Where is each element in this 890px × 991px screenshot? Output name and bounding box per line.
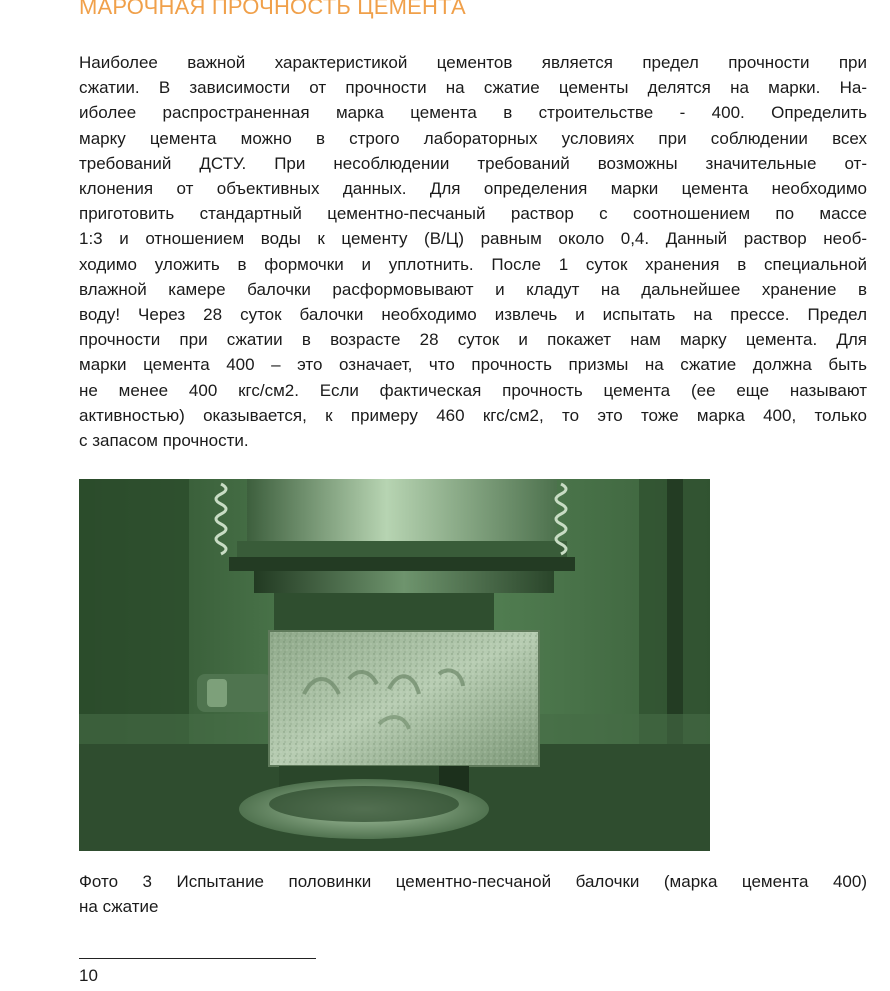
paragraph-line: марку цемента можно в строго лабораторных условиях при соблюдении всех — [79, 128, 867, 148]
caption-line: Фото 3 Испытание половинки цементно-песчаной балочки (марка цемента 400) — [79, 872, 867, 891]
paragraph-line: марки цемента 400 – это означает, что прочность призмы на сжатие должна быть — [79, 355, 867, 375]
paragraph-line: 1:3 и отношением воды к цементу (В/Ц) равным около 0,4. Данный раствор необ- — [79, 229, 867, 249]
photo-caption — [79, 869, 867, 919]
photo-press-test — [79, 479, 710, 851]
body-paragraph — [79, 50, 867, 453]
paragraph-line: клонения от объективных данных. Для определения марки цемента необходимо — [79, 179, 867, 199]
paragraph-line: с запасом прочности. — [79, 431, 249, 451]
paragraph-line: воду! Через 28 суток балочки необходимо извлечь и испытать на прессе. Предел — [79, 305, 867, 325]
paragraph-line: влажной камере балочки расформовывают и кладут на дальнейшее хранение в — [79, 279, 867, 299]
paragraph-line: Наиболее важной характеристикой цементов является предел прочности при — [79, 53, 867, 72]
paragraph-line: приготовить стандартный цементно-песчаный раствор с соотношением по массе — [79, 204, 867, 224]
paragraph-line: ходимо уложить в формочки и уплотнить. После 1 суток хранения в специальной — [79, 254, 867, 274]
section-heading: МАРОЧНАЯ ПРОЧНОСТЬ ЦЕМЕНТА — [79, 0, 466, 19]
paragraph-line: прочности при сжатии в возрасте 28 суток и покажет нам марку цемента. Для — [79, 330, 867, 350]
press-photo-illustration — [79, 479, 710, 851]
paragraph-line: не менее 400 кгс/см2. Если фактическая прочность цемента (ее еще называют — [79, 380, 867, 400]
caption-line: на сжатие — [79, 897, 159, 916]
paragraph-line: иболее распространенная марка цемента в строительстве - 400. Определить — [79, 103, 867, 123]
paragraph-line: активностью) оказывается, к примеру 460 кгс/см2, то это тоже марка 400, только — [79, 405, 867, 425]
page-number: 10 — [79, 966, 98, 985]
paragraph-line: требований ДСТУ. При несоблюдении требований возможны значительные от- — [79, 153, 867, 173]
footnote-divider — [79, 958, 316, 959]
paragraph-line: сжатии. В зависимости от прочности на сжатие цементы делятся на марки. На- — [79, 78, 867, 98]
